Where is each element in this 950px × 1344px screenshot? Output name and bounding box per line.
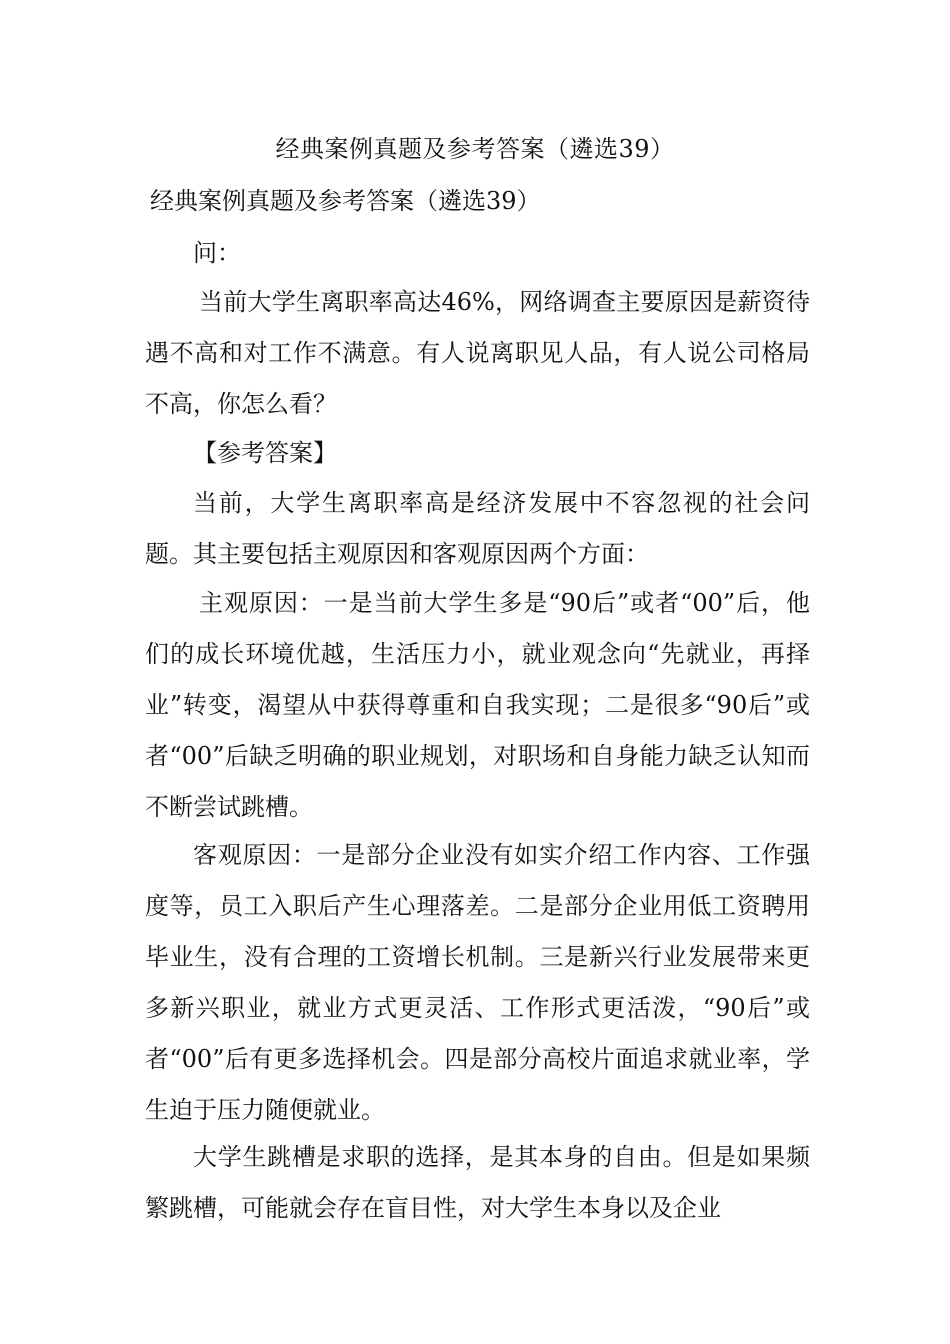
question-label: 问：: [193, 239, 241, 267]
question-paragraph: 当前大学生离职率高达46%，网络调查主要原因是薪资待遇不高和对工作不满意。有人说离职见人品，有人说公司格局不高，你怎么看？: [145, 288, 810, 418]
document-subtitle: 经典案例真题及参考答案（遴选39）: [150, 187, 541, 215]
page-title: 经典案例真题及参考答案（遴选39）: [275, 135, 675, 163]
answer-paragraph-objective: 客观原因：一是部分企业没有如实介绍工作内容、工作强度等，员工入职后产生心理落差。二是部分企业用低工资聘用毕业生，没有合理的工资增长机制。三是新兴行业发展带来更多新兴职业，就业方式更灵活、工作形式更活泼，“90后”或者“00”后有更多选择机会。四是部分高校片面追求就业率，学生迫于压力随便就业。: [145, 841, 810, 1124]
answer-paragraph-conclusion: 大学生跳槽是求职的选择，是其本身的自由。但是如果频繁跳槽，可能就会存在盲目性，对大学生本身以及企业: [145, 1143, 810, 1222]
answer-paragraph-subjective: 主观原因：一是当前大学生多是“90后”或者“00”后，他们的成长环境优越，生活压力小，就业观念向“先就业，再择业”转变，渴望从中获得尊重和自我实现；二是很多“90后”或者“00”后缺乏明确的职业规划，对职场和自身能力缺乏认知而不断尝试跳槽。: [145, 589, 810, 821]
answer-label: 【参考答案】: [193, 439, 337, 467]
answer-paragraph-intro: 当前，大学生离职率高是经济发展中不容忽视的社会问题。其主要包括主观原因和客观原因两个方面：: [145, 489, 810, 568]
